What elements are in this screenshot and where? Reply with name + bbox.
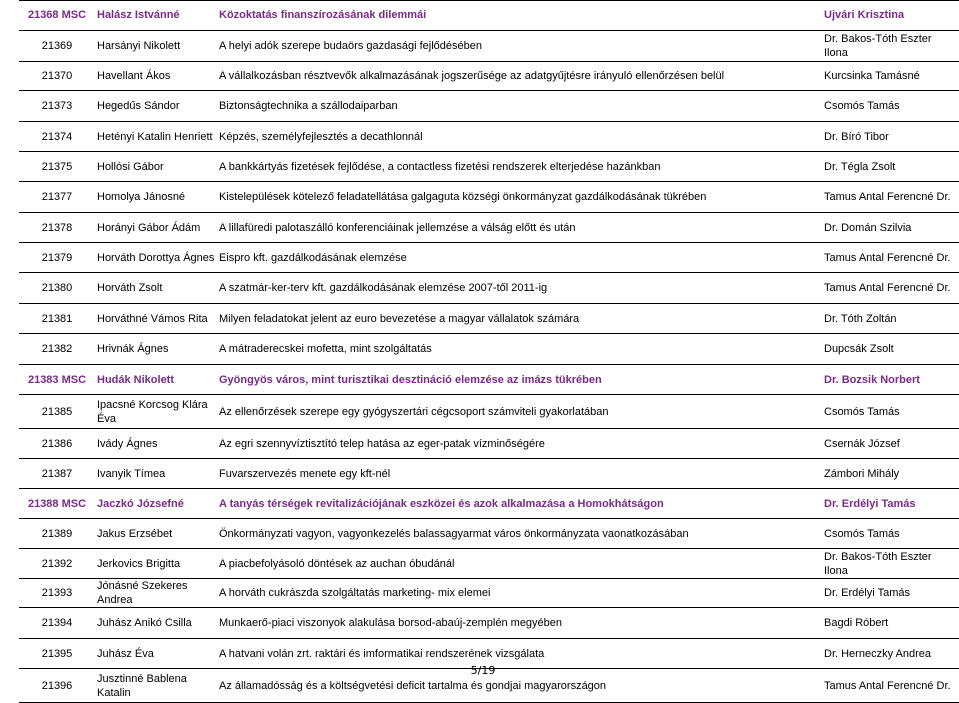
table-row (19, 334, 959, 365)
thesis-id-cell: 21374 (19, 122, 95, 152)
table-row (19, 519, 959, 549)
student-name-cell: Jerkovics Brigitta (95, 549, 217, 579)
thesis-title-cell: A vállalkozásban résztvevők alkalmazásának jogszerűsége az adatgyűjtésre irányuló ellenőrzésen belül (217, 62, 822, 91)
student-name-cell: Hrivnák Ágnes (95, 334, 217, 365)
thesis-title-cell: A tanyás térségek revitalizációjának eszközei és azok alkalmazása a Homokhátságon (217, 489, 822, 519)
supervisor-cell: Tamus Antal Ferencné Dr. (822, 669, 959, 703)
table-row (19, 62, 959, 91)
thesis-title-cell: Fuvarszervezés menete egy kft-nél (217, 459, 822, 489)
thesis-id-cell: 21368 MSC (19, 0, 95, 31)
thesis-title-cell: Képzés, személyfejlesztés a decathlonnál (217, 122, 822, 152)
thesis-id-cell: 21373 (19, 91, 95, 122)
supervisor-cell: Dupcsák Zsolt (822, 334, 959, 365)
supervisor-cell: Dr. Tóth Zoltán (822, 304, 959, 334)
table-row (19, 549, 959, 579)
thesis-title-cell: A hatvani volán zrt. raktári és imformatikai rendszerének vizsgálata (217, 639, 822, 669)
student-name-cell: Havellant Ákos (95, 62, 217, 91)
supervisor-cell: Zámbori Mihály (822, 459, 959, 489)
table-row (19, 429, 959, 459)
student-name-cell: Hudák Nikolett (95, 365, 217, 395)
thesis-id-cell: 21370 (19, 62, 95, 91)
table-row (19, 122, 959, 152)
table-row (19, 182, 959, 213)
student-name-cell: Jakus Erzsébet (95, 519, 217, 549)
student-name-cell: Ipacsné Korcsog Klára Éva (95, 395, 217, 429)
thesis-title-cell: A bankkártyás fizetések fejlődése, a contactless fizetési rendszerek elterjedése hazánkban (217, 152, 822, 182)
thesis-id-cell: 21393 (19, 579, 95, 608)
student-name-cell: Jónásné Szekeres Andrea (95, 579, 217, 608)
table-row (19, 213, 959, 243)
table-row (19, 579, 959, 608)
thesis-title-cell: Gyöngyös város, mint turisztikai desztináció elemzése az imázs tükrében (217, 365, 822, 395)
supervisor-cell: Dr. Domán Szilvia (822, 213, 959, 243)
supervisor-cell: Csomós Tamás (822, 519, 959, 549)
thesis-table (19, 0, 959, 703)
thesis-title-cell: Az ellenőrzések szerepe egy gyógyszertári cégcsoport számviteli gyakorlatában (217, 395, 822, 429)
student-name-cell: Juhász Anikó Csilla (95, 608, 217, 639)
thesis-title-cell: Kistelepülések kötelező feladatellátása galgaguta községi önkormányzat gazdálkodásának tükrében (217, 182, 822, 213)
supervisor-cell: Dr. Erdélyi Tamás (822, 489, 959, 519)
student-name-cell: Halász Istvánné (95, 0, 217, 31)
thesis-title-cell: A lillafüredi palotaszálló konferenciáinak jellemzése a válság előtt és után (217, 213, 822, 243)
supervisor-cell: Dr. Bíró Tibor (822, 122, 959, 152)
supervisor-cell: Dr. Bakos-Tóth Eszter Ilona (822, 31, 959, 62)
student-name-cell: Hollósi Gábor (95, 152, 217, 182)
supervisor-cell: Dr. Tégla Zsolt (822, 152, 959, 182)
table-row (19, 31, 959, 62)
thesis-id-cell: 21382 (19, 334, 95, 365)
thesis-id-cell: 21377 (19, 182, 95, 213)
student-name-cell: Juhász Éva (95, 639, 217, 669)
supervisor-cell: Ujvári Krisztina (822, 0, 959, 31)
thesis-title-cell: Eispro kft. gazdálkodásának elemzése (217, 243, 822, 273)
table-row (19, 304, 959, 334)
thesis-title-cell: A mátraderecskei mofetta, mint szolgáltatás (217, 334, 822, 365)
thesis-title-cell: A szatmár-ker-terv kft. gazdálkodásának elemzése 2007-től 2011-ig (217, 273, 822, 304)
thesis-title-cell: Közoktatás finanszírozásának dilemmái (217, 0, 822, 31)
page-number: 5/19 (470, 664, 496, 677)
supervisor-cell: Dr. Herneczky Andrea (822, 639, 959, 669)
thesis-title-cell: Az államadósság és a költségvetési deficit tartalma és gondjai magyarországon (217, 669, 822, 703)
student-name-cell: Ivády Ágnes (95, 429, 217, 459)
thesis-title-cell: A horváth cukrászda szolgáltatás marketing- mix elemei (217, 579, 822, 608)
thesis-id-cell: 21394 (19, 608, 95, 639)
supervisor-cell: Tamus Antal Ferencné Dr. (822, 273, 959, 304)
thesis-id-cell: 21388 MSC (19, 489, 95, 519)
student-name-cell: Jaczkó Józsefné (95, 489, 217, 519)
supervisor-cell: Dr. Bakos-Tóth Eszter Ilona (822, 549, 959, 579)
thesis-id-cell: 21379 (19, 243, 95, 273)
student-name-cell: Hegedűs Sándor (95, 91, 217, 122)
table-row (19, 608, 959, 639)
thesis-id-cell: 21381 (19, 304, 95, 334)
student-name-cell: Horváthné Vámos Rita (95, 304, 217, 334)
student-name-cell: Hetényi Katalin Henriett (95, 122, 217, 152)
table-row (19, 152, 959, 182)
student-name-cell: Jusztinné Bablena Katalin (95, 669, 217, 703)
thesis-id-cell: 21386 (19, 429, 95, 459)
student-name-cell: Harsányi Nikolett (95, 31, 217, 62)
thesis-title-cell: Biztonságtechnika a szállodaiparban (217, 91, 822, 122)
supervisor-cell: Tamus Antal Ferencné Dr. (822, 182, 959, 213)
supervisor-cell: Csernák József (822, 429, 959, 459)
student-name-cell: Horváth Zsolt (95, 273, 217, 304)
thesis-table-body (19, 0, 959, 703)
table-row (19, 273, 959, 304)
thesis-id-cell: 21385 (19, 395, 95, 429)
table-row (19, 459, 959, 489)
table-row (19, 0, 959, 31)
table-row (19, 365, 959, 395)
thesis-id-cell: 21378 (19, 213, 95, 243)
thesis-id-cell: 21396 (19, 669, 95, 703)
thesis-title-cell: A piacbefolyásoló döntések az auchan óbudánál (217, 549, 822, 579)
supervisor-cell: Bagdi Róbert (822, 608, 959, 639)
thesis-title-cell: Munkaerő-piaci viszonyok alakulása borsod-abaúj-zemplén megyében (217, 608, 822, 639)
student-name-cell: Horváth Dorottya Ágnes (95, 243, 217, 273)
thesis-title-cell: A helyi adók szerepe budaörs gazdasági fejlődésében (217, 31, 822, 62)
thesis-id-cell: 21369 (19, 31, 95, 62)
supervisor-cell: Csomós Tamás (822, 395, 959, 429)
table-row (19, 91, 959, 122)
supervisor-cell: Dr. Bozsik Norbert (822, 365, 959, 395)
student-name-cell: Horányi Gábor Ádám (95, 213, 217, 243)
student-name-cell: Ivanyik Tímea (95, 459, 217, 489)
thesis-id-cell: 21395 (19, 639, 95, 669)
table-row (19, 395, 959, 429)
thesis-id-cell: 21375 (19, 152, 95, 182)
supervisor-cell: Tamus Antal Ferencné Dr. (822, 243, 959, 273)
table-row (19, 489, 959, 519)
supervisor-cell: Kurcsinka Tamásné (822, 62, 959, 91)
thesis-id-cell: 21380 (19, 273, 95, 304)
thesis-title-cell: Önkormányzati vagyon, vagyonkezelés balassagyarmat város önkormányzata vaonatkozásában (217, 519, 822, 549)
supervisor-cell: Dr. Erdélyi Tamás (822, 579, 959, 608)
thesis-title-cell: Az egri szennyvíztisztító telep hatása az eger-patak vízminőségére (217, 429, 822, 459)
thesis-id-cell: 21392 (19, 549, 95, 579)
thesis-title-cell: Milyen feladatokat jelent az euro bevezetése a magyar vállalatok számára (217, 304, 822, 334)
table-row (19, 243, 959, 273)
thesis-id-cell: 21389 (19, 519, 95, 549)
thesis-id-cell: 21387 (19, 459, 95, 489)
supervisor-cell: Csomós Tamás (822, 91, 959, 122)
student-name-cell: Homolya Jánosné (95, 182, 217, 213)
thesis-id-cell: 21383 MSC (19, 365, 95, 395)
